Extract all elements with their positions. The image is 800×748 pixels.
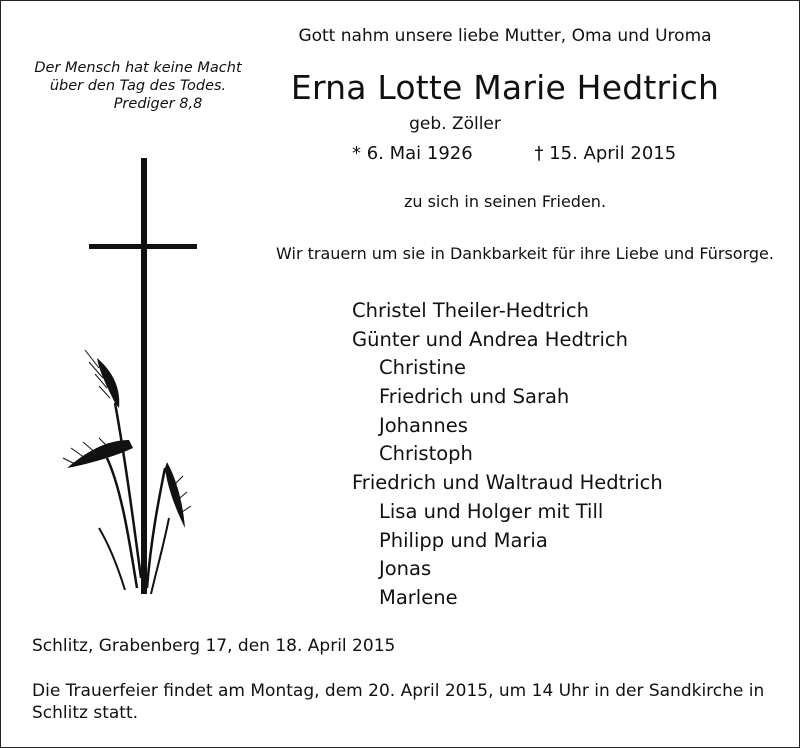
life-dates (352, 143, 676, 164)
verse-reference: Prediger 8,8 (113, 96, 203, 112)
mourner-row: Lisa und Holger mit Till (379, 499, 604, 523)
mourner-row: Friedrich und Sarah (379, 385, 570, 409)
peace-line: zu sich in seinen Frieden. (403, 192, 607, 211)
grief-line: Wir trauern um sie in Dankbarkeit für ihre Liebe und Fürsorge. (276, 244, 774, 263)
funeral-service-info: Die Trauerfeier findet am Montag, dem 20. April 2015, um 14 Uhr in der Sandkirche in Schlitz statt. (32, 681, 765, 723)
place-date: Schlitz, Grabenberg 17, den 18. April 2015 (32, 636, 396, 656)
birth-name: geb. Zöller (409, 114, 501, 134)
mourner-row: Marlene (379, 585, 458, 609)
mourner-row: Friedrich und Waltraud Hedtrich (352, 471, 663, 495)
verse-line-2: über den Tag des Todes. (49, 78, 227, 94)
mourner-row: Christel Theiler-Hedtrich (352, 299, 589, 322)
intro-line: Gott nahm unsere liebe Mutter, Oma und Uroma (298, 26, 712, 46)
mourner-row: Jonas (379, 557, 432, 581)
mourners-list (352, 297, 663, 613)
mourner-row: Christoph (379, 442, 473, 466)
mourner-row: Christine (379, 356, 466, 380)
verse-line-1: Der Mensch hat keine Macht (34, 60, 242, 76)
mourner-row: Johannes (379, 413, 468, 437)
death-date: † 15. April 2015 (534, 143, 677, 164)
mourner-row: Günter und Andrea Hedtrich (352, 327, 628, 351)
birth-date: * 6. Mai 1926 (352, 143, 473, 164)
cross-with-wheat-icon (55, 158, 205, 598)
bible-verse (28, 59, 248, 113)
mourner-row: Philipp und Maria (379, 528, 548, 552)
deceased-name: Erna Lotte Marie Hedtrich (290, 68, 720, 107)
